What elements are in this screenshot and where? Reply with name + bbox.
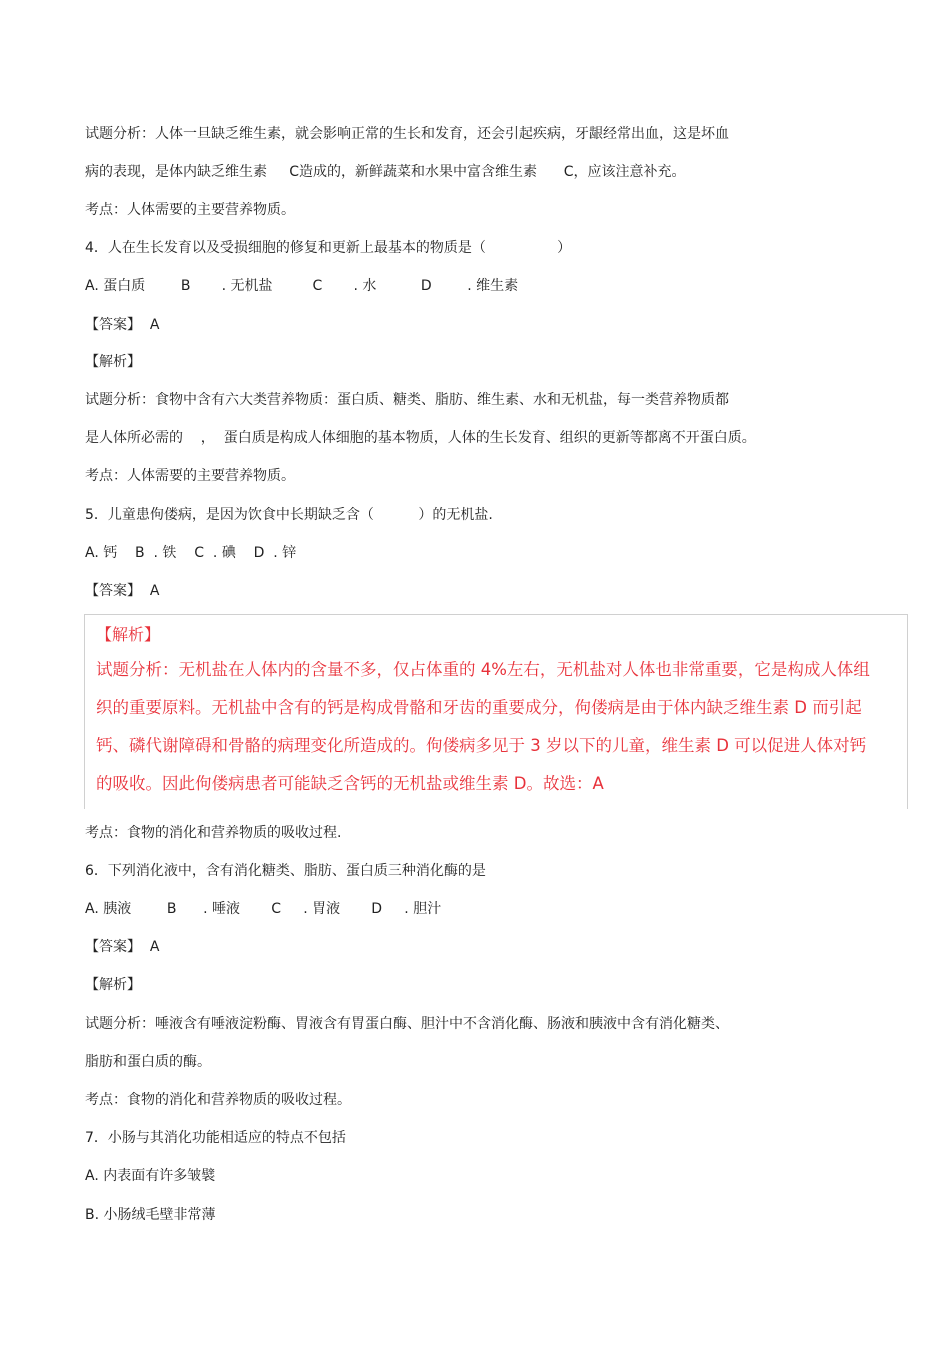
- text-line: 试题分析：唾液含有唾液淀粉酶、胃液含有胃蛋白酶、胆汁中不含消化酶、肠液和胰液中含有消化糖类、: [85, 1016, 729, 1032]
- text-line: 【答案】 A: [85, 939, 160, 955]
- text-line: 考点：人体需要的主要营养物质。: [85, 202, 295, 218]
- analysis-box-line: 织的重要原料。无机盐中含有的钙是构成骨骼和牙齿的重要成分，佝偻病是由于体内缺乏维生素 D 而引起: [96, 698, 862, 717]
- text-line: A. 蛋白质 B . 无机盐 C . 水 D . 维生素: [85, 278, 519, 294]
- text-line: 【解析】: [85, 354, 141, 370]
- text-line: 6．下列消化液中，含有消化糖类、脂肪、蛋白质三种消化酶的是: [85, 863, 486, 879]
- text-line: 【答案】 A: [85, 583, 160, 599]
- text-line: 病的表现，是体内缺乏维生素 C造成的，新鲜蔬菜和水果中富含维生素 C，应该注意补充。: [85, 164, 686, 180]
- text-line: 考点：食物的消化和营养物质的吸收过程.: [85, 825, 342, 841]
- analysis-box-line: 试题分析：无机盐在人体内的含量不多，仅占体重的 4%左右，无机盐对人体也非常重要，它是构成人体组: [96, 660, 870, 679]
- text-line: 【答案】 A: [85, 317, 160, 333]
- analysis-box-heading: 【解析】: [96, 625, 161, 644]
- text-line: 试题分析：人体一旦缺乏维生素，就会影响正常的生长和发育，还会引起疾病，牙龈经常出血，这是坏血: [85, 126, 729, 142]
- analysis-box-line: 钙、磷代谢障碍和骨骼的病理变化所造成的。佝偻病多见于 3 岁以下的儿童，维生素 D 可以促进人体对钙: [96, 736, 867, 755]
- text-line: 5．儿童患佝偻病，是因为饮食中长期缺乏含（ ）的无机盐.: [85, 507, 493, 523]
- text-line: 4．人在生长发育以及受损细胞的修复和更新上最基本的物质是（ ）: [85, 240, 572, 256]
- text-line: B. 小肠绒毛壁非常薄: [85, 1207, 216, 1223]
- text-line: 考点：食物的消化和营养物质的吸收过程。: [85, 1092, 351, 1108]
- text-line: 7．小肠与其消化功能相适应的特点不包括: [85, 1130, 346, 1146]
- text-line: 试题分析：食物中含有六大类营养物质：蛋白质、糖类、脂肪、维生素、水和无机盐，每一类营养物质都: [85, 392, 729, 408]
- text-line: 是人体所必需的 ， 蛋白质是构成人体细胞的基本物质，人体的生长发育、组织的更新等都离不开蛋白质。: [85, 430, 756, 446]
- analysis-box-line: 的吸收。因此佝偻病患者可能缺乏含钙的无机盐或维生素 D。故选：A: [96, 774, 604, 793]
- text-line: 考点：人体需要的主要营养物质。: [85, 468, 295, 484]
- text-line: 脂肪和蛋白质的酶。: [85, 1054, 211, 1070]
- text-line: A. 内表面有许多皱襞: [85, 1168, 216, 1184]
- text-line: A. 胰液 B . 唾液 C . 胃液 D . 胆汁: [85, 901, 442, 917]
- text-line: A. 钙 B . 铁 C . 碘 D . 锌: [85, 545, 297, 561]
- text-line: 【解析】: [85, 977, 141, 993]
